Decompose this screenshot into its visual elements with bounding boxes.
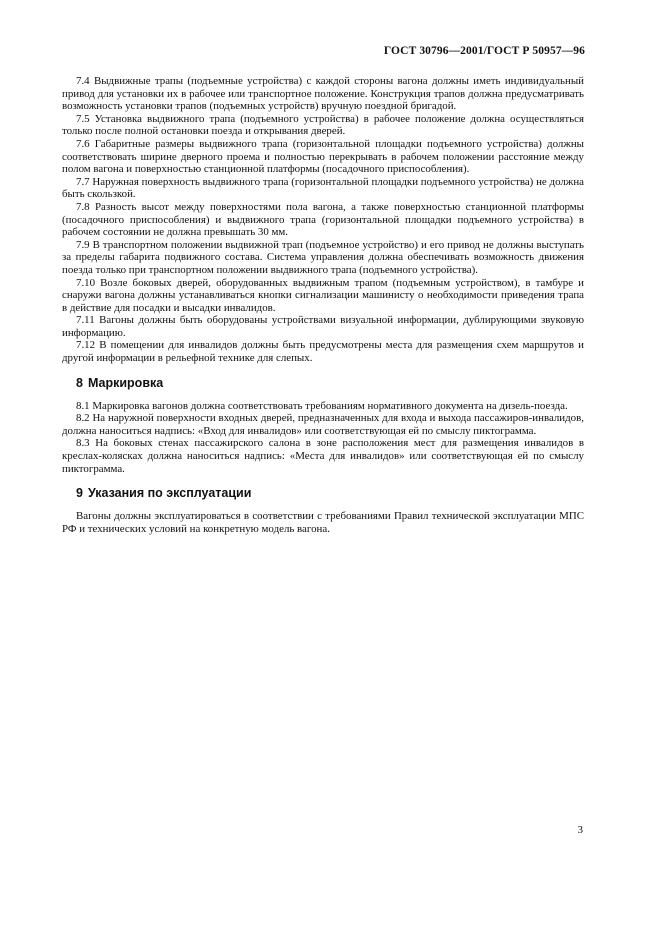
document-code-header: ГОСТ 30796—2001/ГОСТ Р 50957—96 bbox=[383, 45, 585, 57]
paragraph-7-11: 7.11 Вагоны должны быть оборудованы устройствами визуальной информации, дублирующими звуковую информацию. bbox=[62, 314, 584, 339]
paragraph-7-8: 7.8 Разность высот между поверхностями пола вагона, а также поверхностью станционной платформы (посадочного приспособления) и выдвижного трапа (горизонтальной площадки подъемного устройства) в рабочем состоянии не должна превышать 30 мм. bbox=[62, 200, 584, 239]
paragraph-7-7: 7.7 Наружная поверхность выдвижного трапа (горизонтальной площадки подъемного устройства) не должна быть скользкой. bbox=[62, 175, 584, 201]
document-body bbox=[62, 75, 584, 535]
section-9-heading bbox=[62, 486, 584, 500]
paragraph-7-4: 7.4 Выдвижные трапы (подъемные устройства) с каждой стороны вагона должны иметь индивидуальный привод для установки их в рабочее или транспортное положение. Конструкция трапов должна предусматривать возможность установки трапов (подъемных устройств) вручную поездной бригадой. bbox=[62, 75, 584, 113]
paragraph-7-5: 7.5 Установка выдвижного трапа (подъемного устройства) в рабочее положение должна осуществляться только после полной остановки поезда и открывания дверей. bbox=[62, 112, 584, 138]
paragraph-8-2: 8.2 На наружной поверхности входных дверей, предназначенных для входа и выхода пассажиров-инвалидов, должна наноситься надпись: «Вход для инвалидов» или соответствующая ей по смыслу пиктограмма. bbox=[62, 412, 584, 437]
paragraph-7-6: 7.6 Габаритные размеры выдвижного трапа (горизонтальной площадки подъемного устройства) должны соответствовать ширине дверного проема и полностью перекрывать в рабочем положении расстояние между полом вагона и поверхностью станционной платформы (посадочного приспособления). bbox=[62, 137, 584, 176]
paragraph-7-10: 7.10 Возле боковых дверей, оборудованных выдвижным трапом (подъемным устройством), в тамбуре и снаружи вагона должны устанавливаться кнопки сигнализации машинисту о необходимости приведения трапа в действие для посадки и высадки инвалидов. bbox=[62, 276, 584, 314]
section-8-heading bbox=[62, 376, 584, 390]
paragraph-7-12: 7.12 В помещении для инвалидов должны быть предусмотрены места для размещения схем маршрутов и другой информации в рельефной технике для слепых. bbox=[62, 339, 584, 365]
paragraph-8-3: 8.3 На боковых стенах пассажирского салона в зоне расположения мест для размещения инвалидов в креслах-колясках должна наноситься надпись: «Места для инвалидов» или соответствующая ей по смыслу пиктограмма. bbox=[62, 437, 584, 475]
paragraph-7-9: 7.9 В транспортном положении выдвижной трап (подъемное устройство) и его привод не должны выступать за пределы габарита подвижного состава. Система управления должна обеспечивать возможность движения поезда только при транспортном положении выдвижного трапа (подъемного устройства). bbox=[62, 238, 584, 276]
section-8-title: Маркировка bbox=[87, 375, 164, 390]
page-number: 3 bbox=[577, 824, 583, 836]
section-8-number: 8 bbox=[76, 375, 83, 390]
section-9-number: 9 bbox=[76, 486, 83, 501]
paragraph-8-1: 8.1 Маркировка вагонов должна соответствовать требованиям нормативного документа на дизель-поезда. bbox=[76, 399, 568, 412]
paragraph-9-1: Вагоны должны эксплуатироваться в соответствии с требованиями Правил технической эксплуатации МПС РФ и технических условий на конкретную модель вагона. bbox=[62, 510, 584, 535]
section-9-title: Указания по эксплуатации bbox=[87, 486, 252, 501]
